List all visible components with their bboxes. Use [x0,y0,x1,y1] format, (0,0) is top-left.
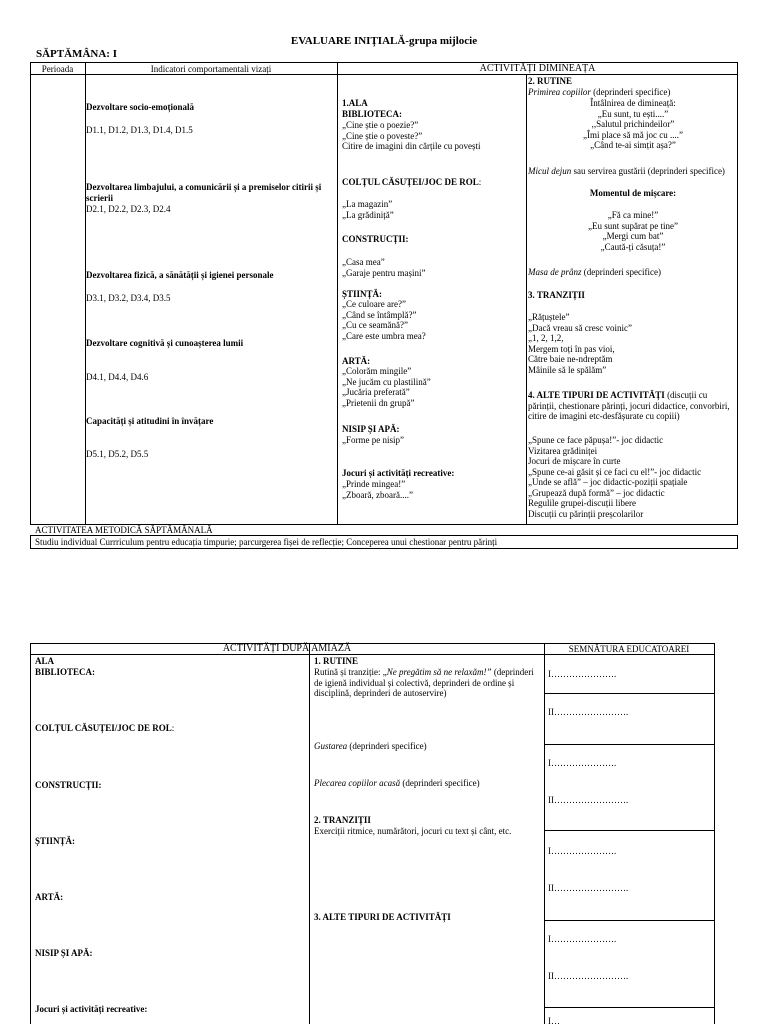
rutine-heading-2: 1. RUTINE [314,656,359,666]
coltul-label: COLȚUL CĂSUȚEI/JOC DE ROL [35,723,172,733]
list-item: „Casa mea” [342,257,385,267]
coltul-list [342,199,394,220]
stiinta-list [342,299,426,341]
list-item: „Garaje pentru mașini” [342,267,426,278]
list-item: „Caută-ți căsuța!” [600,241,666,252]
metodica-label: ACTIVITATEA METODICĂ SĂPTĂMÂNALĂ [35,525,213,535]
plecarea-italic: Plecarea copiilor acasă [314,778,401,788]
signature-line[interactable]: I… [548,1016,560,1026]
primirea-rest: (deprinderi specifice) [590,87,671,97]
biblioteca-list [342,120,480,152]
coltul-colon: : [478,177,482,187]
list-item: „Eu sunt, tu ești....” [597,108,669,119]
coltul-heading-2 [35,723,174,734]
list-item: „Eu sunt supărat pe tine” [588,220,678,231]
rutine-text-a: Rutină și tranziție: „ [314,667,387,677]
signature-line[interactable]: I…………………. [548,758,617,768]
biblioteca-heading: BIBLIOTECA: [342,109,403,119]
jocuri-list [342,479,413,500]
ala-bib-heading [35,656,95,677]
constructii-heading: CONSTRUCȚII: [342,234,409,244]
tranzitii-heading-2: 2. TRANZIȚII [314,815,371,825]
list-item: „La magazin” [342,199,393,209]
tranzitii-text: Exerciții ritmice, numărători, jocuri cu text și cânt, etc. [314,826,512,836]
nisip-heading: NISIP ȘI APĂ: [342,424,400,434]
rutine-heading: 2. RUTINE [528,76,573,86]
list-item: „Colorăm mingile” [342,366,412,376]
rutine-text-b: (deprinderi de igienă individual și colectivă, deprinderi de ordine și disciplină, deprinderi de autoservire) [314,667,534,698]
list-item: Către baie ne-ndreptăm [528,354,613,364]
micul-rest: sau servirea gustării (deprinderi specifice) [571,166,725,176]
alte-rest: (discuții cu părinții, chestionare părinți, jocuri didactice, convorbiri, citire de imagini etc-desfășurate cu copiii) [528,390,730,421]
list-item: „1, 2, 1,2, [528,333,564,343]
jocuri-heading: Jocuri și activități recreative: [342,468,455,478]
indicator-title: Capacități și atitudini în învățare [86,416,214,426]
masa-italic: Masa de prânz [528,267,582,277]
miscare-heading: Momentul de mișcare: [589,188,677,198]
signature-line[interactable]: II……………………. [548,707,629,717]
signature-line[interactable]: I…………………. [548,669,617,679]
indicator-title: Dezvoltare socio-emoțională [86,102,195,112]
tranzitii-list [528,312,632,375]
list-item: „Grupează după formă” – joc didactic [528,487,665,498]
signature-line[interactable]: II……………………. [548,971,629,981]
list-item: „Îmi place să mă joc cu ....” [583,129,683,140]
list-item: Discuții cu părinții preșcolarilor [528,508,644,519]
list-item: „Forme pe nisip” [342,435,404,445]
ala-line: ALA [35,656,55,666]
list-item: „Spune ce-ai găsit și ce faci cu el!”- joc didactic [528,466,702,477]
indicator-codes: D2.1, D2.2, D2.3, D2.4 [86,204,171,214]
gustarea-italic: Gustarea [314,741,348,751]
arta-heading: ARTĂ: [342,356,371,366]
alte-tipuri [528,390,735,422]
indicator-codes: D3.1, D3.2, D3.4, D3.5 [86,293,171,303]
masa-rest: (deprinderi specifice) [581,267,661,277]
tranzitii-heading: 3. TRANZIȚII [528,290,585,300]
indicator-title: Dezvoltarea limbajului, a comunicării și a premiselor citirii și scrierii [86,182,322,203]
header-morning: ACTIVITĂȚI DIMINEAȚA [479,63,596,74]
list-item: „Rățuștele” [528,312,570,322]
list-item: „Cine știe o poezie?” [342,120,419,130]
list-item: ,,Salutul prichindeilor” [591,119,675,129]
list-item: Mergem toți în pas vioi, [528,343,615,354]
primirea-copiilor [528,87,670,98]
header-indicators: Indicatori comportamentali vizați [150,64,272,74]
rutine-text-italic: Ne pregătim să ne relaxăm!” [386,667,492,677]
gustarea-rest: (deprinderi specifice) [347,741,427,751]
metodica-text: Studiu individual Currriculum pentru educația timpurie; parcurgerea fișei de reflecție; Conceperea unui chestionar pentru părinți [35,537,498,547]
signature-line[interactable]: II……………………. [548,883,629,893]
signature-line[interactable]: I…………………. [548,846,617,856]
alte-heading-2: 3. ALTE TIPURI DE ACTIVITĂȚI [314,912,451,922]
indicator-title: Dezvoltarea fizică, a sănătății și igienei personale [86,270,274,280]
list-item: „Care este umbra mea? [342,330,426,341]
coltul-colon: : [171,723,175,733]
masa-pranz [528,267,661,278]
nisip-list [342,435,404,446]
list-item: „Cine știe o poveste?” [342,130,423,141]
coltul-heading [342,177,481,188]
stiinta-heading: ȘTIINȚĂ: [342,289,383,299]
list-item: „Spune ce face păpușa!”- joc didactic [528,435,664,445]
list-item: „Mergi cum bat” [602,231,664,241]
indicator-codes: D4.1, D4.4, D4.6 [86,372,149,382]
indicator-title: Dezvoltare cognitivă și cunoașterea lumii [86,338,244,348]
list-item: „Când se întâmplă?” [342,309,417,320]
list-item: „Dacă vreau să cresc voinic” [528,322,632,333]
list-item: „La grădiniță” [342,209,394,220]
constructii-heading-2: CONSTRUCȚII: [35,780,102,790]
list-item: „Ne jucăm cu plastilină” [342,376,431,387]
nisip-heading-2: NISIP ȘI APĂ: [35,948,93,958]
list-item: Întâlnirea de dimineață: [590,98,676,108]
constructii-list [342,257,425,278]
header-afternoon: ACTIVITĂȚI DUPĂ AMIAZĂ [222,643,352,654]
header-period: Perioada [41,64,74,74]
header-signature: SEMNĂTURA EDUCATOAREI [568,644,690,654]
miscare-list [528,210,738,252]
stiinta-heading-2: ȘTIINȚĂ: [35,836,76,846]
alte-list [528,435,701,519]
list-item: „Prietenii dn grupă” [342,397,415,408]
micul-italic: Micul dejun [528,166,572,176]
list-item: „Zboară, zboară....” [342,489,413,500]
list-item: Citire de imagini din cărțile cu povești [342,141,481,151]
plecarea [314,778,480,789]
list-item: Vizitarea grădiniței [528,445,598,456]
ala-heading: 1.ALA [342,98,368,108]
list-item: Jocuri de mișcare în curte [528,456,621,466]
biblioteca-line: BIBLIOTECA: [35,666,96,677]
arta-heading-2: ARTĂ: [35,892,64,902]
jocuri-heading-2: Jocuri și activități recreative: [35,1004,148,1014]
list-item: Regulile grupei-discuții libere [528,498,636,508]
indicator-codes: D1.1, D1.2, D1.3, D1.4, D1.5 [86,125,193,135]
list-item: „Fă ca mine!” [607,210,659,220]
signature-line[interactable]: I…………………. [548,934,617,944]
primirea-italic: Primirea copiilor [528,87,591,97]
alte-bold: 4. ALTE TIPURI DE ACTIVITĂȚI [528,390,665,400]
arta-list [342,366,431,408]
signature-line[interactable]: II……………………. [548,795,629,805]
list-item: „Prinde mingea!” [342,479,406,489]
coltul-label: COLȚUL CĂSUȚEI/JOC DE ROL [342,177,479,187]
page-title: EVALUARE INIȚIALĂ-grupa mijlocie [290,35,478,47]
week-label: SĂPTĂMÂNA: I [36,48,117,60]
list-item: „Când te-ai simțit așa?” [590,140,676,150]
gustarea [314,741,427,752]
indicator-codes: D5.1, D5.2, D5.5 [86,449,149,459]
plecarea-rest: (deprinderi specifice) [400,778,480,788]
micul-dejun [528,166,734,177]
intalnirea-list [528,98,738,151]
list-item: Mâinile să le spălăm” [528,364,607,375]
rutine-text [314,667,538,699]
list-item: „Unde se află” – joc didactic-poziții spațiale [528,477,688,487]
list-item: „Jucăria preferată” [342,387,410,397]
list-item: „Cu ce seamănă?” [342,320,408,330]
list-item: „Ce culoare are?” [342,299,406,309]
